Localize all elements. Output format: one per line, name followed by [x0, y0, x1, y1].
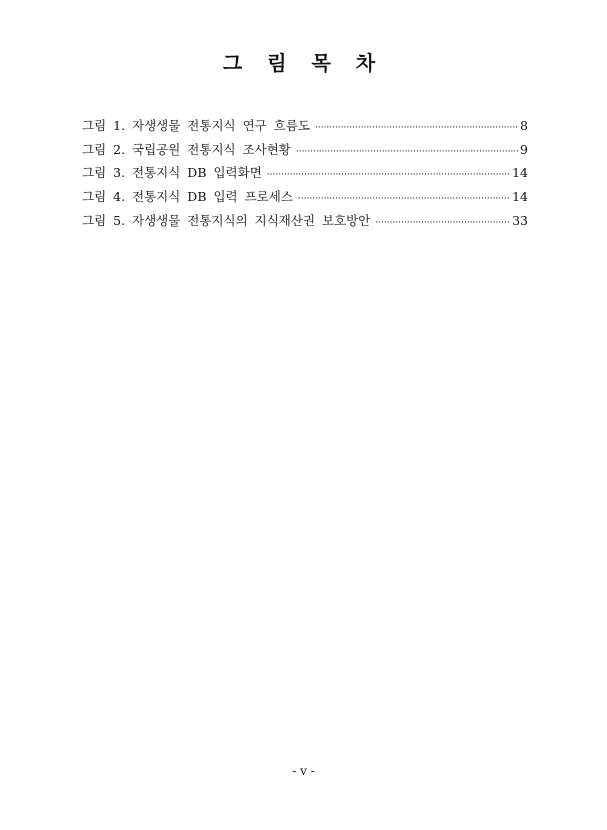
- dot-leader: [298, 189, 510, 204]
- toc-entry-page: 14: [512, 189, 528, 205]
- page-title: 그 림 목 차: [222, 51, 385, 75]
- toc-entry[interactable]: [82, 116, 528, 140]
- toc-entry-label: 그림 4. 전통지식 DB 입력 프로세스: [82, 189, 293, 205]
- toc-entry-page: 8: [520, 118, 528, 133]
- toc-entry-label: 그림 2. 국립공원 전통지식 조사현황: [82, 141, 291, 157]
- toc-entry[interactable]: [82, 140, 528, 164]
- dot-leader: [296, 142, 518, 157]
- toc-entry[interactable]: [82, 211, 528, 235]
- toc-entry-label: 그림 5. 자생생물 전통지식의 지식재산권 보호방안: [82, 212, 371, 228]
- toc-entry-label: 그림 1. 자생생물 전통지식 연구 흐름도: [82, 118, 310, 133]
- toc-entry-page: 33: [512, 212, 528, 228]
- figure-list: [82, 116, 528, 234]
- toc-entry-label: 그림 3. 전통지식 DB 입력화면: [82, 165, 262, 181]
- dot-leader: [315, 118, 518, 133]
- toc-entry-page: 9: [520, 141, 528, 157]
- toc-entry-page: 14: [512, 165, 528, 181]
- toc-entry[interactable]: [82, 187, 528, 211]
- dot-leader: [375, 213, 510, 228]
- dot-leader: [267, 165, 510, 180]
- toc-entry[interactable]: [82, 163, 528, 187]
- page-number: - v -: [292, 764, 315, 778]
